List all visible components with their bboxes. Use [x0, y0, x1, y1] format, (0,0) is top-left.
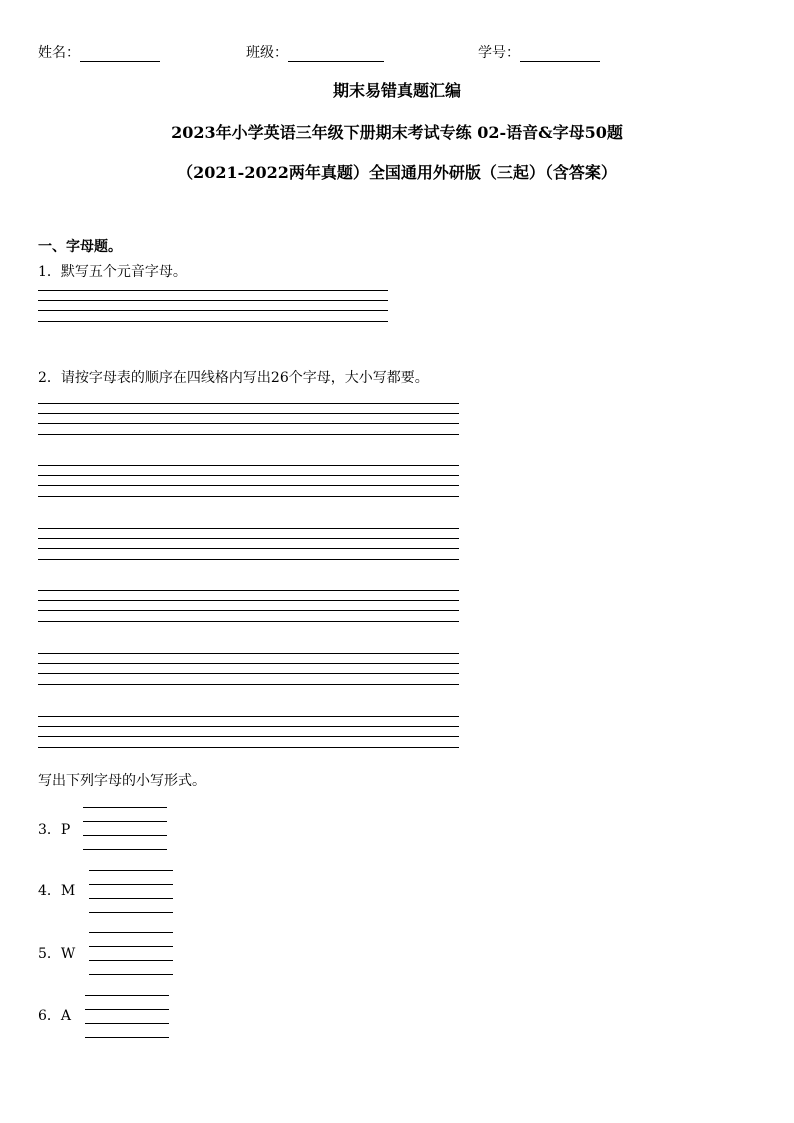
question-2-text: 2．请按字母表的顺序在四线格内写出26个字母，大小写都要。	[38, 370, 429, 386]
question-3-label	[38, 821, 70, 839]
grid-line	[85, 1009, 169, 1010]
grid-line	[38, 716, 459, 717]
question-letter: W	[60, 946, 76, 962]
question-number: 5．	[38, 946, 61, 962]
student-number-field	[478, 44, 600, 62]
grid-line	[38, 321, 388, 322]
grid-line	[38, 423, 459, 424]
grid-line	[38, 465, 459, 466]
grid-line	[89, 898, 173, 899]
grid-line	[38, 475, 459, 476]
question-1-text: 1．默写五个元音字母。	[38, 264, 187, 280]
grid-line	[38, 528, 459, 529]
grid-line	[38, 673, 459, 674]
grid-line	[89, 974, 173, 975]
question-number: 4．	[38, 883, 61, 899]
student-number-blank[interactable]	[520, 46, 600, 62]
question-letter: A	[60, 1008, 72, 1024]
grid-line	[38, 496, 459, 497]
writing-grid-q2-row-1[interactable]	[38, 403, 459, 435]
grid-line	[38, 559, 459, 560]
grid-line	[38, 726, 459, 727]
writing-grid-q2-row-2[interactable]	[38, 465, 459, 497]
grid-line	[38, 300, 388, 301]
grid-line	[38, 403, 459, 404]
grid-line	[38, 600, 459, 601]
question-5-label	[38, 945, 75, 963]
question-6-label	[38, 1007, 71, 1025]
title-line-3: （2021-2022两年真题）全国通用外研版（三起）（含答案）	[177, 163, 617, 182]
lowercase-instruction: 写出下列字母的小写形式。	[38, 773, 206, 789]
grid-line	[38, 663, 459, 664]
class-blank[interactable]	[288, 46, 384, 62]
grid-line	[38, 485, 459, 486]
writing-grid-q2-row-3[interactable]	[38, 528, 459, 560]
name-blank[interactable]	[80, 46, 160, 62]
name-field	[38, 44, 160, 62]
answer-grid-q6[interactable]	[85, 995, 169, 1038]
writing-grid-q2-row-6[interactable]	[38, 716, 459, 748]
grid-line	[89, 884, 173, 885]
name-label: 姓名：	[38, 45, 80, 61]
grid-line	[85, 1037, 169, 1038]
writing-grid-q2-row-4[interactable]	[38, 590, 459, 622]
answer-grid-q3[interactable]	[83, 807, 167, 850]
grid-line	[85, 1023, 169, 1024]
grid-line	[85, 995, 169, 996]
grid-line	[83, 821, 167, 822]
question-letter: P	[60, 822, 71, 838]
grid-line	[38, 290, 388, 291]
grid-line	[83, 807, 167, 808]
writing-grid-q1[interactable]	[38, 290, 388, 322]
answer-grid-q4[interactable]	[89, 870, 173, 913]
section-heading: 一、字母题。	[38, 239, 122, 255]
question-number: 3．	[38, 822, 61, 838]
grid-line	[38, 684, 459, 685]
grid-line	[38, 736, 459, 737]
grid-line	[89, 960, 173, 961]
grid-line	[38, 434, 459, 435]
grid-line	[38, 590, 459, 591]
class-label: 班级：	[246, 45, 288, 61]
grid-line	[38, 310, 388, 311]
grid-line	[38, 747, 459, 748]
title-line-2: 2023年小学英语三年级下册期末考试专练 02-语音&字母50题	[171, 123, 623, 142]
grid-line	[38, 538, 459, 539]
grid-line	[38, 621, 459, 622]
question-letter: M	[60, 883, 76, 899]
grid-line	[89, 946, 173, 947]
grid-line	[38, 653, 459, 654]
student-number-label: 学号：	[478, 45, 520, 61]
class-field	[246, 44, 384, 62]
grid-line	[89, 912, 173, 913]
writing-grid-q2-row-5[interactable]	[38, 653, 459, 685]
grid-line	[38, 548, 459, 549]
grid-line	[83, 849, 167, 850]
grid-line	[89, 932, 173, 933]
question-4-label	[38, 882, 75, 900]
grid-line	[83, 835, 167, 836]
answer-grid-q5[interactable]	[89, 932, 173, 975]
grid-line	[89, 870, 173, 871]
question-number: 6．	[38, 1008, 61, 1024]
grid-line	[38, 610, 459, 611]
grid-line	[38, 413, 459, 414]
title-line-1: 期末易错真题汇编	[332, 81, 461, 100]
